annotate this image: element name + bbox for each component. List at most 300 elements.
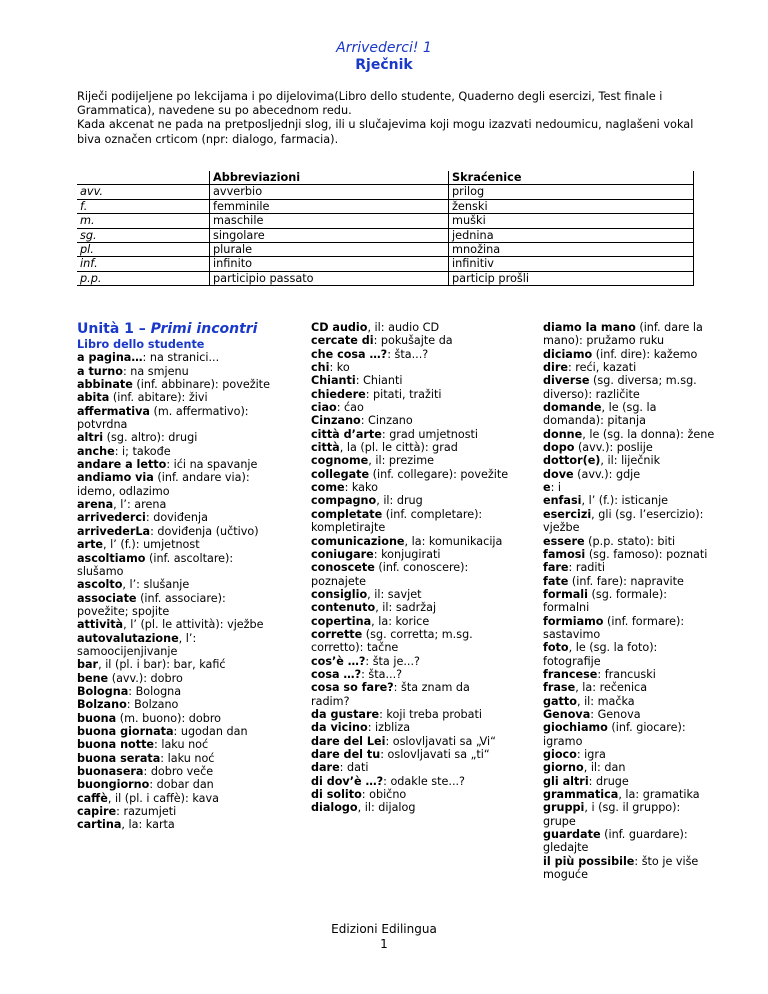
vocab-entry bbox=[543, 641, 715, 668]
definition: , le (sg. la domanda): pitanja bbox=[543, 401, 657, 428]
vocab-entry bbox=[77, 365, 277, 378]
definition: : doviđenja (učtivo) bbox=[150, 524, 259, 538]
vocab-entry bbox=[543, 668, 715, 681]
definition: , il: dan bbox=[583, 761, 626, 775]
unit-name: Primi incontri bbox=[150, 321, 258, 337]
definition: : šta znam da radim? bbox=[311, 681, 470, 708]
vocab-entry bbox=[311, 615, 511, 628]
definition: : Genova bbox=[590, 707, 641, 721]
headword: dopo bbox=[543, 441, 575, 455]
abbr-row bbox=[77, 271, 694, 285]
definition: : na smjenu bbox=[122, 364, 189, 378]
vocab-entry bbox=[77, 752, 277, 765]
definition: : laku noć bbox=[160, 751, 215, 765]
definition: : razumjeti bbox=[116, 805, 177, 819]
definition: , la: korice bbox=[371, 614, 430, 628]
headword: ascolto bbox=[77, 578, 123, 592]
definition: , il: dijalog bbox=[357, 801, 416, 815]
vocab-entry bbox=[311, 535, 511, 548]
vocab-entry bbox=[543, 374, 715, 401]
definition: (inf. completare): kompletirajte bbox=[311, 507, 483, 535]
headword: arrivederLa bbox=[77, 524, 151, 538]
vocab-entry bbox=[77, 525, 277, 538]
headword: domande bbox=[543, 401, 602, 415]
headword: andiamo via bbox=[77, 471, 154, 485]
definition: (inf. abitare): živi bbox=[109, 391, 208, 405]
definition: , il: audio CD bbox=[367, 321, 440, 334]
headword: cos’è …? bbox=[311, 654, 366, 668]
vocab-entry bbox=[543, 494, 715, 507]
headword: cognome bbox=[311, 454, 369, 468]
vocab-entry bbox=[77, 685, 277, 698]
abbr-croatian: particip prošli bbox=[449, 271, 694, 285]
definition: : druge bbox=[588, 774, 629, 788]
headword: corrette bbox=[311, 627, 363, 641]
definition: , il: prezime bbox=[368, 454, 434, 468]
definition: (sg. famoso): poznati bbox=[585, 547, 708, 561]
headword: contenuto bbox=[311, 601, 376, 615]
definition: (p.p. stato): biti bbox=[584, 534, 676, 548]
definition: , il (pl. i caffè): kava bbox=[107, 791, 219, 805]
definition: : pokušajte da bbox=[373, 334, 453, 348]
vocab-entry bbox=[311, 428, 511, 441]
headword: francese bbox=[543, 667, 598, 681]
vocab-entry bbox=[77, 672, 277, 685]
abbr-croatian: ženski bbox=[449, 199, 694, 213]
vocab-entry bbox=[311, 561, 511, 588]
vocab-entry bbox=[77, 431, 277, 444]
headword: dove bbox=[543, 467, 574, 481]
vocab-entry bbox=[311, 655, 511, 668]
definition: (m. affermativo): potvrdna bbox=[77, 404, 249, 432]
vocab-entry bbox=[77, 698, 277, 711]
headword: affermativa bbox=[77, 404, 150, 418]
headword: giochiamo bbox=[543, 721, 608, 735]
publisher: Edizioni Edilingua bbox=[331, 922, 437, 936]
definition: : ćao bbox=[336, 401, 364, 415]
headword: di solito bbox=[311, 788, 362, 802]
document-title: Arrivederci! 1 bbox=[336, 40, 432, 56]
headword: chi bbox=[311, 361, 330, 375]
vocab-entry bbox=[77, 738, 277, 751]
headword: dialogo bbox=[311, 801, 358, 815]
headword: cosa so fare? bbox=[311, 681, 394, 695]
vocab-entry bbox=[77, 712, 277, 725]
vocab-entry bbox=[311, 775, 511, 788]
definition: , l’: arena bbox=[113, 498, 167, 512]
headword: completate bbox=[311, 507, 383, 521]
headword: famosi bbox=[543, 547, 586, 561]
definition: (inf. fare): napravite bbox=[568, 574, 684, 588]
vocab-entry bbox=[77, 592, 277, 619]
vocab-entry bbox=[543, 775, 715, 788]
abbr-short: pl. bbox=[77, 243, 210, 257]
definition: : Bolzano bbox=[126, 698, 179, 712]
definition: : dati bbox=[339, 761, 369, 775]
headword: enfasi bbox=[543, 494, 582, 508]
definition: (inf. dare la mano): pružamo ruku bbox=[543, 321, 703, 348]
definition: (inf. abbinare): povežite bbox=[132, 378, 270, 392]
headword: Genova bbox=[543, 707, 591, 721]
definition: : dobar dan bbox=[149, 778, 214, 792]
abbr-short: sg. bbox=[77, 228, 210, 242]
definition: , l’ (pl. le attività): vježbe bbox=[123, 618, 264, 632]
headword: gruppi bbox=[543, 801, 585, 815]
headword: Cinzano bbox=[311, 414, 361, 428]
vocab-entry bbox=[543, 508, 715, 535]
vocab-entry bbox=[311, 508, 511, 535]
definition: : reći, kazati bbox=[567, 361, 637, 375]
section-heading: Libro dello studente bbox=[77, 338, 205, 351]
definition: , l’: slušanje bbox=[122, 578, 190, 592]
headword: ciao bbox=[311, 401, 337, 415]
vocab-entry bbox=[77, 458, 277, 471]
headword: buona notte bbox=[77, 738, 155, 752]
headword: cosa …? bbox=[311, 667, 362, 681]
vocab-entry bbox=[311, 454, 511, 467]
headword: formali bbox=[543, 587, 588, 601]
abbr-italian: singolare bbox=[210, 228, 449, 242]
definition: , il: drug bbox=[376, 494, 423, 508]
headword: e bbox=[543, 481, 551, 495]
vocab-entry bbox=[543, 855, 715, 882]
headword: cartina bbox=[77, 818, 122, 832]
headword: buona serata bbox=[77, 751, 161, 765]
headword: Bologna bbox=[77, 684, 129, 698]
vocab-entry bbox=[311, 401, 511, 414]
vocab-entry bbox=[311, 748, 511, 761]
vocab-entry bbox=[543, 788, 715, 801]
vocab-entry bbox=[311, 628, 511, 655]
headword: andare a letto bbox=[77, 458, 167, 472]
intro-paragraph-1: Riječi podijeljene po lekcijama i po dijelovima(Libro dello studente, Quaderno degli esercizi, Test finale i Grammatica), navedene su po abecednom redu. bbox=[77, 90, 663, 118]
definition: (sg. formale): formalni bbox=[543, 587, 667, 615]
abbr-row bbox=[77, 199, 694, 213]
vocab-entry bbox=[543, 708, 715, 721]
headword: buona bbox=[77, 711, 117, 725]
abbr-header-hr: Skraćenice bbox=[449, 171, 694, 185]
headword: altri bbox=[77, 431, 104, 445]
definition: (inf. collegare): povežite bbox=[369, 467, 509, 481]
vocab-entry bbox=[77, 498, 277, 511]
vocab-entry bbox=[311, 588, 511, 601]
abbr-italian: femminile bbox=[210, 199, 449, 213]
vocab-entry bbox=[77, 552, 277, 579]
headword: anche bbox=[77, 444, 115, 458]
definition: : na stranici... bbox=[142, 351, 220, 365]
definition: , la: rečenica bbox=[575, 681, 648, 695]
definition: : francuski bbox=[597, 667, 656, 681]
vocab-entry bbox=[77, 778, 277, 791]
headword: buona giornata bbox=[77, 724, 174, 738]
definition: (avv.): dobro bbox=[108, 671, 183, 685]
headword: gioco bbox=[543, 748, 577, 761]
abbr-italian: maschile bbox=[210, 214, 449, 228]
vocab-entry bbox=[543, 801, 715, 828]
vocab-entry bbox=[77, 792, 277, 805]
definition: (inf. guardare): gledajte bbox=[543, 828, 688, 855]
definition: , l’: samoocijenjivanje bbox=[77, 631, 197, 658]
definition: : što je više moguće bbox=[543, 854, 699, 882]
headword: buonasera bbox=[77, 765, 144, 778]
headword: associate bbox=[77, 591, 137, 605]
definition: : Chianti bbox=[355, 374, 403, 388]
abbr-croatian: množina bbox=[449, 243, 694, 257]
abbr-short: avv. bbox=[77, 185, 210, 199]
headword: diamo la mano bbox=[543, 321, 636, 334]
vocab-entry bbox=[77, 391, 277, 404]
abbr-croatian: jednina bbox=[449, 228, 694, 242]
definition: , il (pl. i bar): bar, kafić bbox=[98, 658, 226, 672]
abbreviations-table bbox=[77, 171, 694, 286]
headword: dare bbox=[311, 761, 340, 775]
vocab-entry bbox=[311, 721, 511, 734]
definition: : Cinzano bbox=[360, 414, 413, 428]
vocab-entry bbox=[311, 374, 511, 387]
vocab-entry bbox=[311, 668, 511, 681]
vocab-entry bbox=[77, 632, 277, 659]
abbr-short: f. bbox=[77, 199, 210, 213]
headword: CD audio bbox=[311, 321, 368, 334]
vocab-entry bbox=[311, 708, 511, 721]
headword: gatto bbox=[543, 694, 577, 708]
headword: frase bbox=[543, 681, 576, 695]
intro-text bbox=[77, 90, 697, 147]
definition: , le (sg. la foto): fotografije bbox=[543, 641, 658, 668]
definition: , la: gramatika bbox=[618, 788, 700, 802]
vocab-entry bbox=[543, 548, 715, 561]
headword: Chianti bbox=[311, 374, 356, 388]
vocab-entry bbox=[77, 511, 277, 524]
vocab-entry bbox=[543, 401, 715, 428]
headword: diciamo bbox=[543, 347, 593, 361]
definition: : oslovljavati sa „ti“ bbox=[380, 748, 490, 761]
definition: : izbliza bbox=[367, 721, 411, 735]
vocab-entry bbox=[77, 725, 277, 738]
headword: a pagina… bbox=[77, 351, 143, 365]
abbr-italian: plurale bbox=[210, 243, 449, 257]
definition: : obično bbox=[361, 788, 407, 802]
vocab-entry bbox=[311, 761, 511, 774]
vocab-entry bbox=[543, 361, 715, 374]
vocab-entry bbox=[77, 818, 277, 831]
vocab-entry bbox=[77, 538, 277, 551]
definition: , le (sg. la donna): žene bbox=[582, 427, 715, 441]
vocab-entry bbox=[77, 765, 277, 778]
headword: autovalutazione bbox=[77, 631, 179, 645]
definition: : šta...? bbox=[361, 667, 403, 681]
vocab-column-2 bbox=[311, 321, 511, 815]
abbr-italian: avverbio bbox=[210, 185, 449, 199]
headword: fare bbox=[543, 561, 569, 575]
vocab-entry bbox=[311, 348, 511, 361]
definition: , la: karta bbox=[121, 818, 175, 832]
vocab-column-3 bbox=[543, 321, 715, 881]
headword: dottor(e) bbox=[543, 454, 601, 468]
definition: : igra bbox=[576, 748, 606, 761]
abbr-croatian: muški bbox=[449, 214, 694, 228]
definition: (inf. dire): kažemo bbox=[592, 347, 698, 361]
definition: : ko bbox=[329, 361, 350, 375]
definition: , la (pl. le città): grad bbox=[339, 441, 458, 455]
vocab-entry bbox=[77, 658, 277, 671]
vocab-entry bbox=[311, 801, 511, 814]
vocab-entry bbox=[311, 494, 511, 507]
definition: : doviđenja bbox=[145, 511, 208, 525]
vocab-entry bbox=[543, 575, 715, 588]
headword: buongiorno bbox=[77, 778, 150, 792]
headword: da vicino bbox=[311, 721, 368, 735]
definition: , l’ (f.): umjetnost bbox=[103, 538, 200, 552]
headword: città d’arte bbox=[311, 427, 382, 441]
vocab-entry bbox=[311, 414, 511, 427]
vocab-entry bbox=[311, 321, 511, 334]
headword: dare del Lei bbox=[311, 734, 386, 748]
definition: (inf. andare via): idemo, odlazimo bbox=[77, 471, 250, 498]
definition: (sg. altro): drugi bbox=[103, 431, 198, 445]
vocab-entry bbox=[311, 681, 511, 708]
abbr-italian: infinito bbox=[210, 257, 449, 271]
definition: (inf. ascoltare): slušamo bbox=[77, 551, 234, 578]
headword: chiedere bbox=[311, 387, 366, 401]
vocab-entry bbox=[311, 735, 511, 748]
abbr-row bbox=[77, 228, 694, 242]
vocab-entry bbox=[543, 681, 715, 694]
vocab-entry bbox=[311, 441, 511, 454]
headword: a turno bbox=[77, 364, 123, 378]
vocab-entry bbox=[311, 788, 511, 801]
abbr-croatian: prilog bbox=[449, 185, 694, 199]
headword: Bolzano bbox=[77, 698, 127, 712]
vocab-entry bbox=[311, 548, 511, 561]
vocab-entry bbox=[543, 561, 715, 574]
vocab-entry bbox=[311, 481, 511, 494]
vocab-entry bbox=[77, 618, 277, 631]
vocab-entry bbox=[77, 405, 277, 432]
vocab-entry bbox=[543, 721, 715, 748]
definition: , il: savjet bbox=[367, 587, 422, 601]
definition: : pitati, tražiti bbox=[365, 387, 442, 401]
unit-prefix: Unità 1 – bbox=[77, 321, 151, 337]
vocab-entry bbox=[543, 695, 715, 708]
headword: comunicazione bbox=[311, 534, 405, 548]
headword: come bbox=[311, 481, 345, 495]
definition: : ići na spavanje bbox=[166, 458, 258, 472]
headword: capire bbox=[77, 805, 117, 819]
abbr-croatian: infinitiv bbox=[449, 257, 694, 271]
headword: diverse bbox=[543, 374, 590, 388]
definition: , il: mačka bbox=[576, 694, 635, 708]
headword: compagno bbox=[311, 494, 377, 508]
definition: : konjugirati bbox=[373, 547, 441, 561]
definition: (inf. formare): sastavimo bbox=[543, 614, 685, 641]
definition: : i; takođe bbox=[114, 444, 171, 458]
definition: (avv.): gdje bbox=[573, 467, 641, 481]
definition: (inf. associare): povežite; spojite bbox=[77, 591, 226, 618]
headword: bar bbox=[77, 658, 99, 672]
definition: : oslovljavati sa „Vi“ bbox=[385, 734, 496, 748]
vocab-entry bbox=[77, 445, 277, 458]
headword: attività bbox=[77, 618, 124, 632]
vocab-entry bbox=[311, 334, 511, 347]
definition: : kako bbox=[344, 481, 378, 495]
vocab-entry bbox=[543, 441, 715, 454]
headword: collegate bbox=[311, 467, 370, 481]
vocab-entry bbox=[543, 761, 715, 774]
definition: : laku noć bbox=[154, 738, 209, 752]
unit-heading bbox=[77, 320, 277, 338]
vocab-entry bbox=[543, 535, 715, 548]
abbr-short: m. bbox=[77, 214, 210, 228]
headword: foto bbox=[543, 641, 569, 655]
vocab-entry bbox=[77, 351, 277, 364]
headword: caffè bbox=[77, 791, 108, 805]
abbr-header-it: Abbreviazioni bbox=[213, 171, 301, 184]
vocab-entry bbox=[543, 828, 715, 855]
definition: : šta...? bbox=[387, 347, 429, 361]
headword: abbinate bbox=[77, 378, 133, 392]
headword: arrivederci bbox=[77, 511, 146, 525]
definition: : šta je...? bbox=[365, 654, 420, 668]
headword: arte bbox=[77, 538, 104, 552]
headword: essere bbox=[543, 534, 585, 548]
headword: consiglio bbox=[311, 587, 368, 601]
definition: (sg. diversa; m.sg. diverso): različite bbox=[543, 374, 697, 401]
document-subtitle: Rječnik bbox=[355, 57, 413, 73]
headword: giorno bbox=[543, 761, 584, 775]
headword: grammatica bbox=[543, 788, 619, 802]
headword: cercate di bbox=[311, 334, 374, 348]
headword: città bbox=[311, 441, 340, 455]
headword: il più possibile bbox=[543, 854, 635, 868]
vocab-entry bbox=[311, 361, 511, 374]
definition: (inf. conoscere): poznajete bbox=[311, 561, 469, 588]
abbr-short: p.p. bbox=[77, 271, 210, 285]
vocab-entry bbox=[543, 468, 715, 481]
abbr-row bbox=[77, 243, 694, 257]
page-number: 1 bbox=[380, 937, 388, 951]
abbr-header-blank bbox=[77, 171, 210, 185]
vocab-entry bbox=[311, 388, 511, 401]
definition: , il: liječnik bbox=[600, 454, 661, 468]
definition: , i (sg. il gruppo): grupe bbox=[543, 801, 681, 828]
vocab-entry bbox=[543, 481, 715, 494]
definition: : dobro veče bbox=[143, 765, 214, 778]
headword: di dov’è …? bbox=[311, 774, 384, 788]
headword: abita bbox=[77, 391, 110, 405]
definition: : raditi bbox=[568, 561, 606, 575]
vocab-entry bbox=[77, 378, 277, 391]
vocab-entry bbox=[543, 321, 715, 348]
abbr-italian: participio passato bbox=[210, 271, 449, 285]
headword: conoscete bbox=[311, 561, 375, 575]
headword: che cosa …? bbox=[311, 347, 388, 361]
definition: , il: sadržaj bbox=[375, 601, 437, 615]
definition: : i bbox=[550, 481, 562, 495]
abbr-short: inf. bbox=[77, 257, 210, 271]
vocab-entry bbox=[77, 471, 277, 498]
definition: : grad umjetnosti bbox=[381, 427, 479, 441]
vocab-entry bbox=[311, 601, 511, 614]
page-footer bbox=[0, 922, 768, 952]
definition: (m. buono): dobro bbox=[116, 711, 222, 725]
definition: (avv.): poslije bbox=[574, 441, 653, 455]
definition: : odakle ste...? bbox=[383, 774, 465, 788]
definition: : Bologna bbox=[128, 684, 182, 698]
vocab-entry bbox=[543, 454, 715, 467]
definition: , la: komunikacija bbox=[404, 534, 503, 548]
vocab-entry bbox=[543, 428, 715, 441]
